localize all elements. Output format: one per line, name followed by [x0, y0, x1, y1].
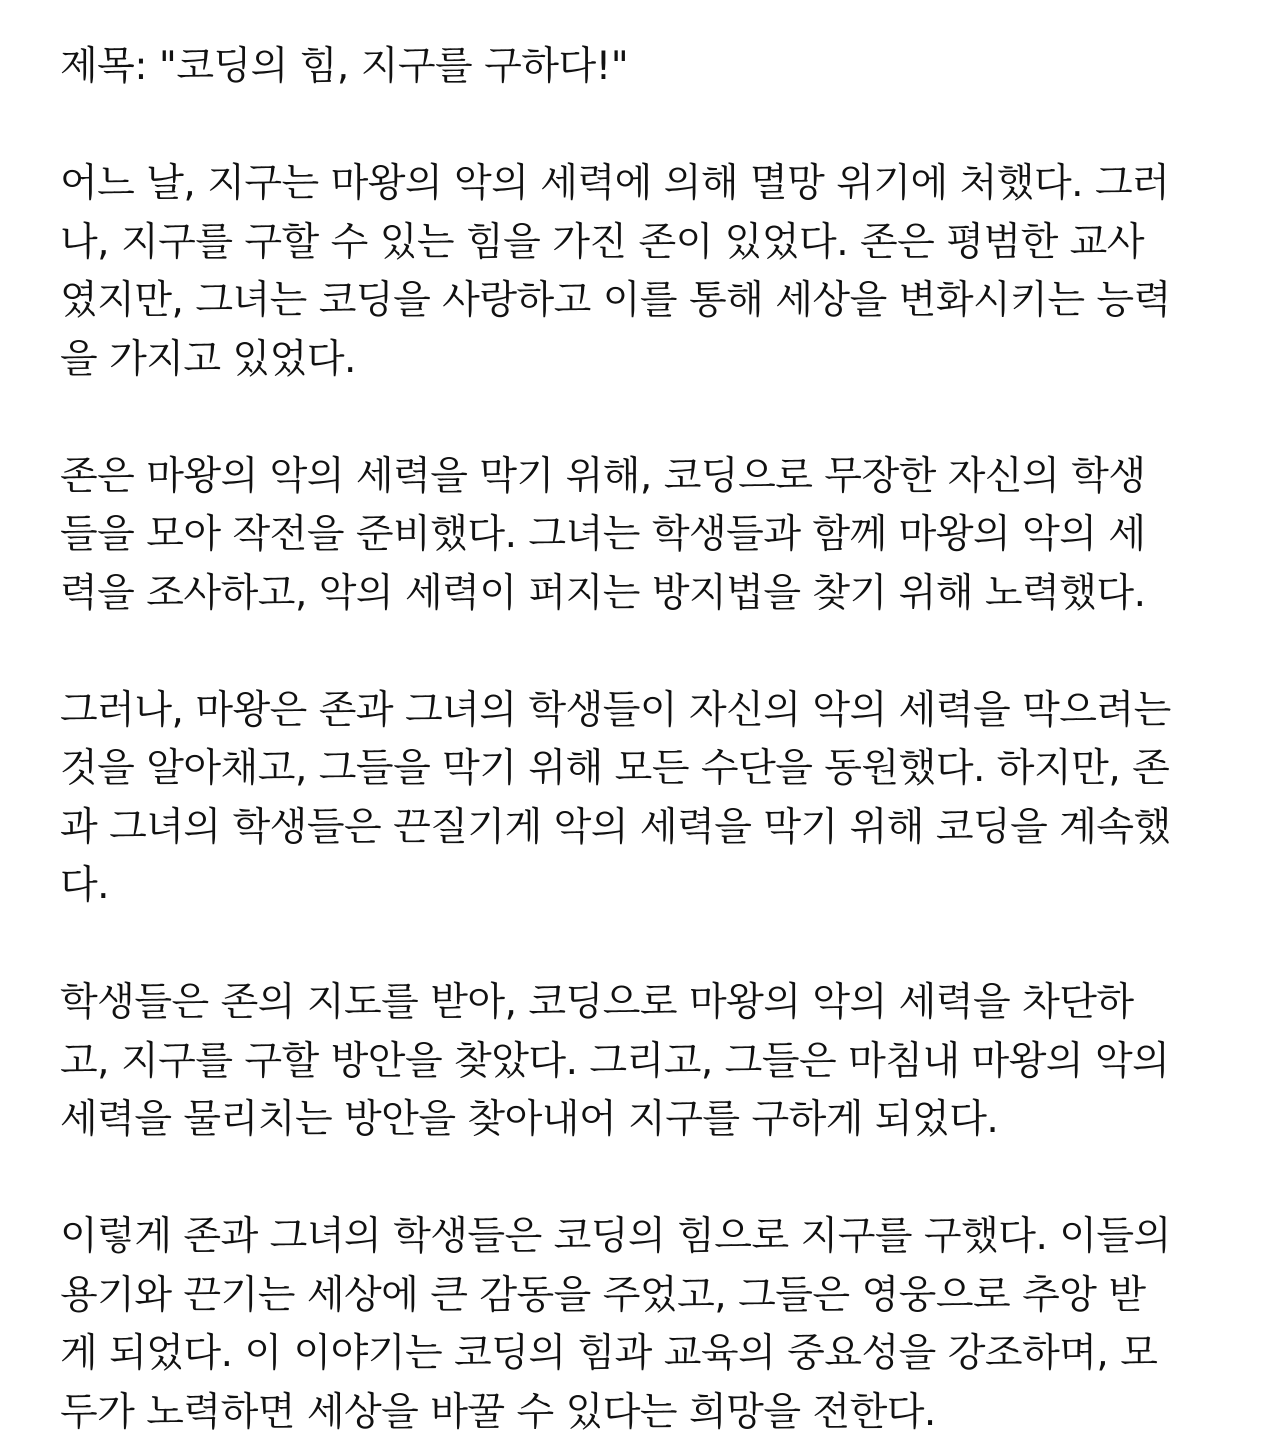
paragraph-4 — [60, 974, 1222, 1150]
paragraph-line: 것을 알아채고, 그들을 막기 위해 모든 수단을 동원했다. 하지만, 존 — [60, 740, 1222, 799]
paragraph-5 — [60, 1208, 1222, 1442]
paragraph-line: 학생들은 존의 지도를 받아, 코딩으로 마왕의 악의 세력을 차단하 — [60, 974, 1222, 1033]
paragraph-line: 을 가지고 있었다. — [60, 331, 1222, 390]
paragraph-line: 다. — [60, 857, 1222, 916]
paragraph-3 — [60, 682, 1222, 916]
document-body — [60, 38, 1222, 1442]
paragraph-line: 고, 지구를 구할 방안을 찾았다. 그리고, 그들은 마침내 마왕의 악의 — [60, 1033, 1222, 1092]
paragraph-1 — [60, 155, 1222, 389]
paragraph-line: 력을 조사하고, 악의 세력이 퍼지는 방지법을 찾기 위해 노력했다. — [60, 565, 1222, 624]
paragraph-line: 세력을 물리치는 방안을 찾아내어 지구를 구하게 되었다. — [60, 1091, 1222, 1150]
title-line: 제목: "코딩의 힘, 지구를 구하다!" — [60, 38, 1222, 97]
paragraph-line: 그러나, 마왕은 존과 그녀의 학생들이 자신의 악의 세력을 막으려는 — [60, 682, 1222, 741]
paragraph-line: 나, 지구를 구할 수 있는 힘을 가진 존이 있었다. 존은 평범한 교사 — [60, 214, 1222, 273]
paragraph-line: 존은 마왕의 악의 세력을 막기 위해, 코딩으로 무장한 자신의 학생 — [60, 448, 1222, 507]
document-title — [60, 38, 1222, 97]
paragraph-line: 게 되었다. 이 이야기는 코딩의 힘과 교육의 중요성을 강조하며, 모 — [60, 1325, 1222, 1384]
paragraph-line: 였지만, 그녀는 코딩을 사랑하고 이를 통해 세상을 변화시키는 능력 — [60, 272, 1222, 331]
paragraph-line: 과 그녀의 학생들은 끈질기게 악의 세력을 막기 위해 코딩을 계속했 — [60, 799, 1222, 858]
paragraph-line: 어느 날, 지구는 마왕의 악의 세력에 의해 멸망 위기에 처했다. 그러 — [60, 155, 1222, 214]
paragraph-line: 들을 모아 작전을 준비했다. 그녀는 학생들과 함께 마왕의 악의 세 — [60, 506, 1222, 565]
paragraph-line: 두가 노력하면 세상을 바꿀 수 있다는 희망을 전한다. — [60, 1384, 1222, 1442]
paragraph-line: 용기와 끈기는 세상에 큰 감동을 주었고, 그들은 영웅으로 추앙 받 — [60, 1267, 1222, 1326]
paragraph-2 — [60, 448, 1222, 624]
paragraph-line: 이렇게 존과 그녀의 학생들은 코딩의 힘으로 지구를 구했다. 이들의 — [60, 1208, 1222, 1267]
